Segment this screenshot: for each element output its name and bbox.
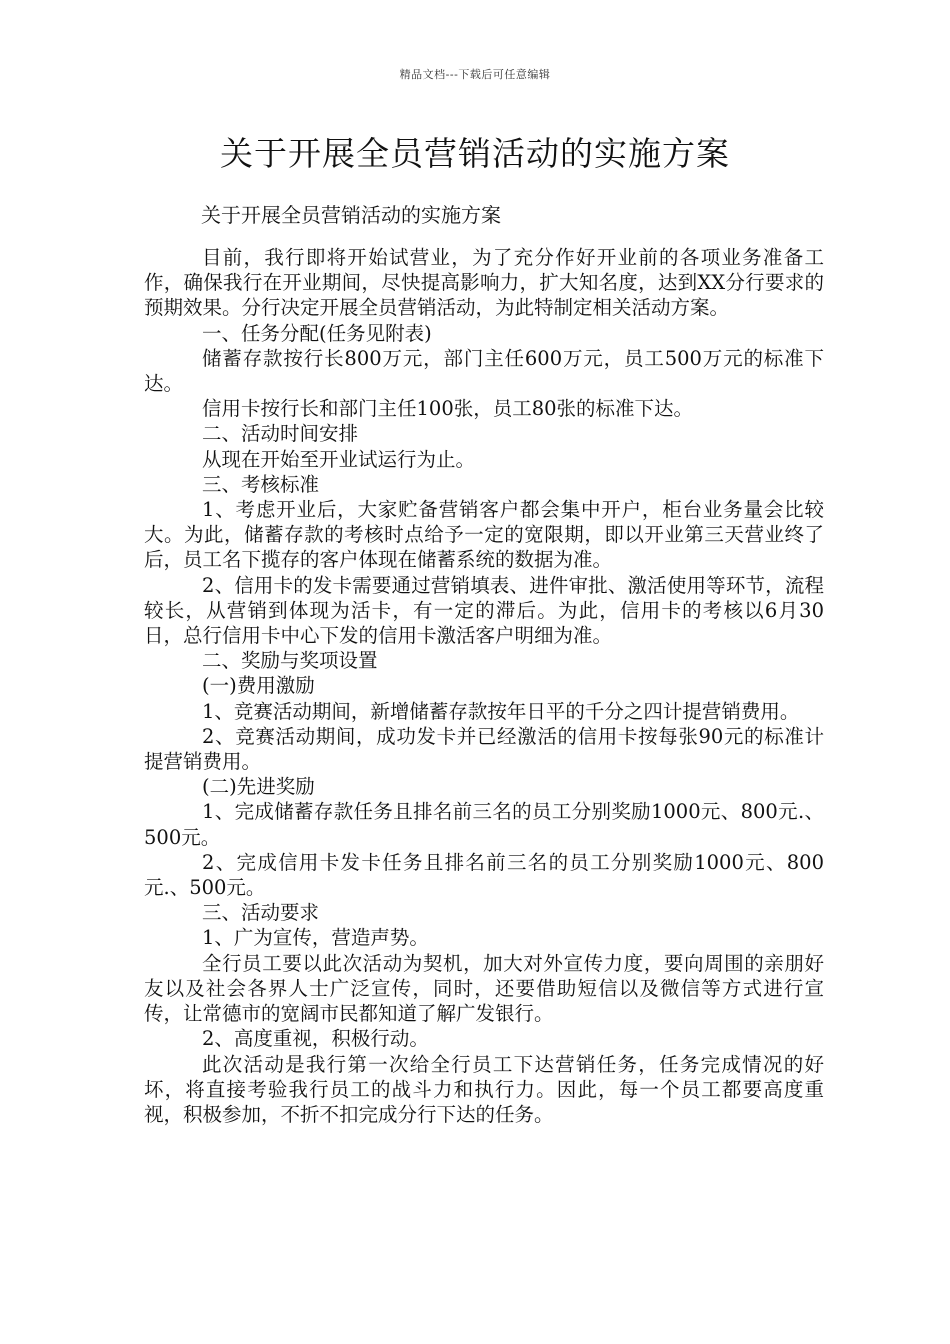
subheading-merit-award: (二)先进奖励 — [202, 775, 315, 799]
paragraph-requirement-1-heading: 1、广为宣传，营造声势。 — [202, 926, 429, 950]
section-heading-task-allocation: 一、任务分配(任务见附表) — [202, 321, 432, 345]
paragraph-assessment-2: 2、信用卡的发卡需要通过营销填表、进件审批、激活使用等环节，流程较长，从营销到体现为活卡，有一定的滞后。为此，信用卡的考核以6月30日，总行信用卡中心下发的信用卡激活客户明细为准。 — [144, 573, 824, 648]
paragraph-award-2: 2、完成信用卡发卡任务且排名前三名的员工分别奖励1000元、800元.、500元。 — [144, 850, 824, 900]
paragraph-expense-2: 2、竞赛活动期间，成功发卡并已经激活的信用卡按每张90元的标准计提营销费用。 — [144, 724, 824, 774]
paragraph-requirement-2-body: 此次活动是我行第一次给全行员工下达营销任务，任务完成情况的好坏，将直接考验我行员工的战斗力和执行力。因此，每一个员工都要高度重视，积极参加，不折不扣完成分行下达的任务。 — [144, 1052, 824, 1126]
section-heading-schedule: 二、活动时间安排 — [202, 422, 359, 446]
subheading-expense-incentive: (一)费用激励 — [202, 674, 315, 698]
header-note: 精品文档---下载后可任意编辑 — [399, 68, 551, 81]
paragraph-credit-card-target: 信用卡按行长和部门主任100张，员工80张的标准下达。 — [202, 397, 694, 421]
section-heading-rewards: 二、奖励与奖项设置 — [202, 649, 378, 673]
document-subtitle: 关于开展全员营销活动的实施方案 — [201, 203, 501, 227]
paragraph-savings-target: 储蓄存款按行长800万元，部门主任600万元，员工500万元的标准下达。 — [144, 346, 824, 396]
paragraph-schedule: 从现在开始至开业试运行为止。 — [202, 447, 476, 471]
paragraph-expense-1: 1、竞赛活动期间，新增储蓄存款按年日平的千分之四计提营销费用。 — [202, 699, 800, 723]
document-body — [144, 245, 824, 1127]
paragraph-requirement-1-body: 全行员工要以此次活动为契机，加大对外宣传力度，要向周围的亲朋好友以及社会各界人士广泛宣传，同时，还要借助短信以及微信等方式进行宣传，让常德市的宽阔市民都知道了解广发银行。 — [144, 951, 824, 1026]
paragraph-intro: 目前，我行即将开始试营业，为了充分作好开业前的各项业务准备工作，确保我行在开业期间，尽快提高影响力，扩大知名度，达到XX分行要求的预期效果。分行决定开展全员营销活动，为此特制定相关活动方案。 — [144, 246, 824, 320]
paragraph-requirement-2-heading: 2、高度重视，积极行动。 — [202, 1027, 429, 1051]
section-heading-requirements: 三、活动要求 — [202, 901, 320, 925]
section-heading-assessment: 三、考核标准 — [202, 472, 320, 496]
paragraph-assessment-1: 1、考虑开业后，大家贮备营销客户都会集中开户，柜台业务量会比较大。为此，储蓄存款的考核时点给予一定的宽限期，即以开业第三天营业终了后，员工名下揽存的客户体现在储蓄系统的数据为准。 — [144, 498, 824, 572]
document-title: 关于开展全员营销活动的实施方案 — [220, 134, 730, 173]
paragraph-award-1: 1、完成储蓄存款任务且排名前三名的员工分别奖励1000元、800元.、500元。 — [144, 800, 824, 849]
